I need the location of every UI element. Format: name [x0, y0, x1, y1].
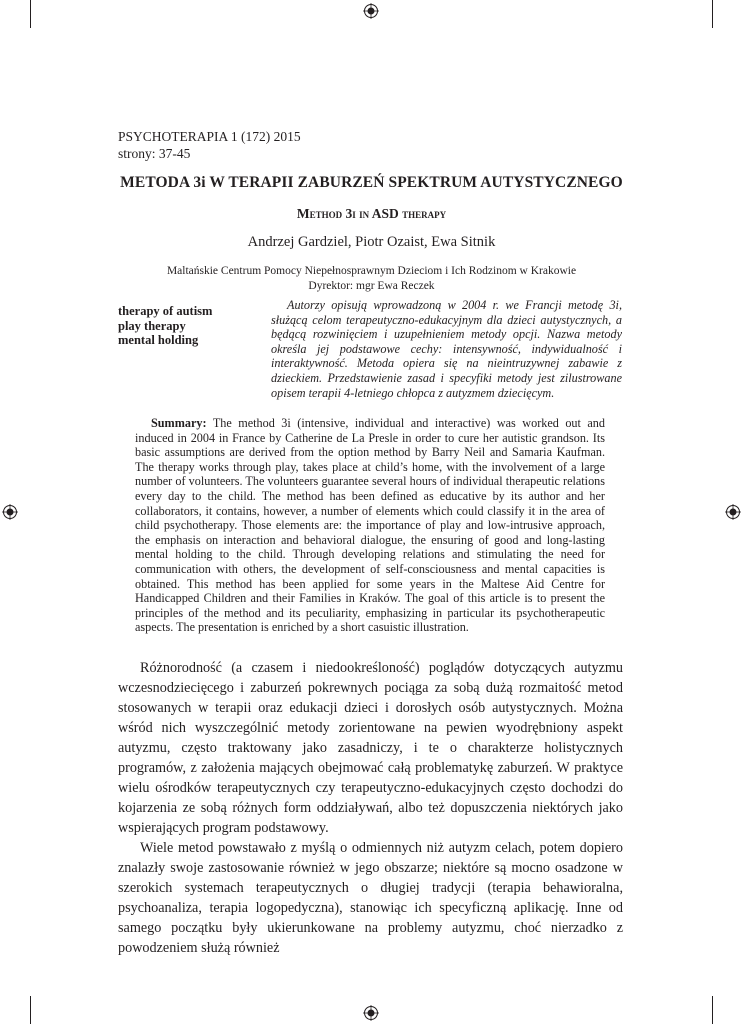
- registration-mark-icon: [363, 3, 379, 19]
- paragraph: Wiele metod powstawało z myślą o odmiennych niż autyzm celach, potem dopiero znalazły swoje zastosowanie również w jego obszarze; niektóre są mocno osadzone w szerokich systemach terapeutycznych o długiej tradycji (terapia behawioralna, psychoanaliza, terapia logopedyczna), stanowiąc ich specyficzną aplikację. Inne od samego początku były ukierunkowane na problemy autyzmu, choć nierzadko z powodzeniem służą również: [118, 840, 623, 956]
- crop-mark-bottom-left: [30, 996, 31, 1024]
- article-title: METODA 3i W TERAPII ZABURZEŃ SPEKTRUM AUTYSTYCZNEGO: [120, 174, 623, 191]
- authors: Andrzej Gardziel, Piotr Ozaist, Ewa Sitnik: [247, 234, 496, 250]
- journal-header: [118, 128, 301, 162]
- keyword: mental holding: [118, 333, 199, 347]
- registration-mark-icon: [2, 504, 18, 520]
- journal-issue: PSYCHOTERAPIA 1 (172) 2015: [118, 129, 301, 144]
- page-range: strony: 37-45: [118, 146, 191, 161]
- keyword: play therapy: [118, 318, 186, 333]
- director: Dyrektor: mgr Ewa Reczek: [308, 280, 435, 292]
- body-text: [118, 658, 623, 958]
- crop-mark-top-left: [30, 0, 31, 28]
- registration-mark-icon: [725, 504, 741, 520]
- paragraph: Różnorodność (a czasem i niedookreśloność) poglądów dotyczących autyzmu wczesnodziecięcego i zaburzeń pokrewnych pociąga za sobą dużą rozmaitość metod stosowanych w terapii oraz edukacji dzieci i dorosłych osób autystycznych. Można wśród nich wyszczególnić metody zorientowane na pewien wyodrębniony aspekt autyzmu, często traktowany jako zasadniczy, i te o charakterze holistycznych programów, z założenia mających obejmować całą problematykę zaburzeń. W praktyce wielu ośrodków terapeutycznych czy terapeutyczno-edukacyjnych często dochodzi do kojarzenia ze sobą różnych form oddziaływań, albo też dopuszczenia niektórych jako wspierających program podstawowy.: [118, 660, 623, 836]
- article-subtitle: Method 3i in ASD therapy: [296, 206, 447, 221]
- abstract-polish: Autorzy opisują wprowadzoną w 2004 r. we Francji metodę 3i, służącą celom terapeutyczno-edukacyjnym dla dzieci autystycznych, a będącą rozwinięciem i uzupełnieniem metody opcji. Nazwa metody określa jej podstawowe cechy: intensywność, indywidualność i interaktywność. Metoda opiera się na nieintruzywnej zabawie z dzieckiem. Przedstawienie zasad i specyfiki metody jest zilustrowane opisem terapii 4-letniego chłopca z autyzmem dziecięcym.: [271, 298, 622, 400]
- registration-mark-icon: [363, 1005, 379, 1021]
- keyword: therapy of autism: [118, 304, 213, 318]
- affiliation-block: [0, 264, 743, 294]
- crop-mark-top-right: [712, 0, 713, 28]
- crop-mark-bottom-right: [712, 996, 713, 1024]
- summary-text: The method 3i (intensive, individual and interactive) was worked out and induced in 2004 in France by Catherine de La Presle in order to cure her autistic grandson. Its basic assumptions are derived from the option method by Barry Neil and Samaria Kaufman. The therapy works through play, takes place at child’s home, with the involvement of a large number of volunteers. The volunteers guarantee several hours of individual therapeutic relations every day to the child. The method has been defined as educative by its author and her collaborators, it contains, however, a number of elements which could classify it in the area of child psychotherapy. Those elements are: the importance of play and low-intrusive approach, the emphasis on interaction and behavioral dialogue, the ensuring of good and long-lasting mental holding to the child. Through developing relations and stimulating the need for communication with others, the development of self-consciousness and mental capacities is obtained. This method has been applied for some years in the Maltese Aid Centre for Handicapped Children and their Families in Kraków. The goal of this article is to present the principles of the method and its peculiarity, emphasizing in particular its psychotherapeutic aspects. The presentation is enriched by a short casuistic illustration.: [135, 416, 605, 635]
- summary: [135, 416, 605, 635]
- keywords: [118, 304, 212, 348]
- summary-label: Summary:: [151, 416, 207, 430]
- affiliation: Maltańskie Centrum Pomocy Niepełnosprawnym Dzieciom i Ich Rodzinom w Krakowie: [166, 265, 577, 277]
